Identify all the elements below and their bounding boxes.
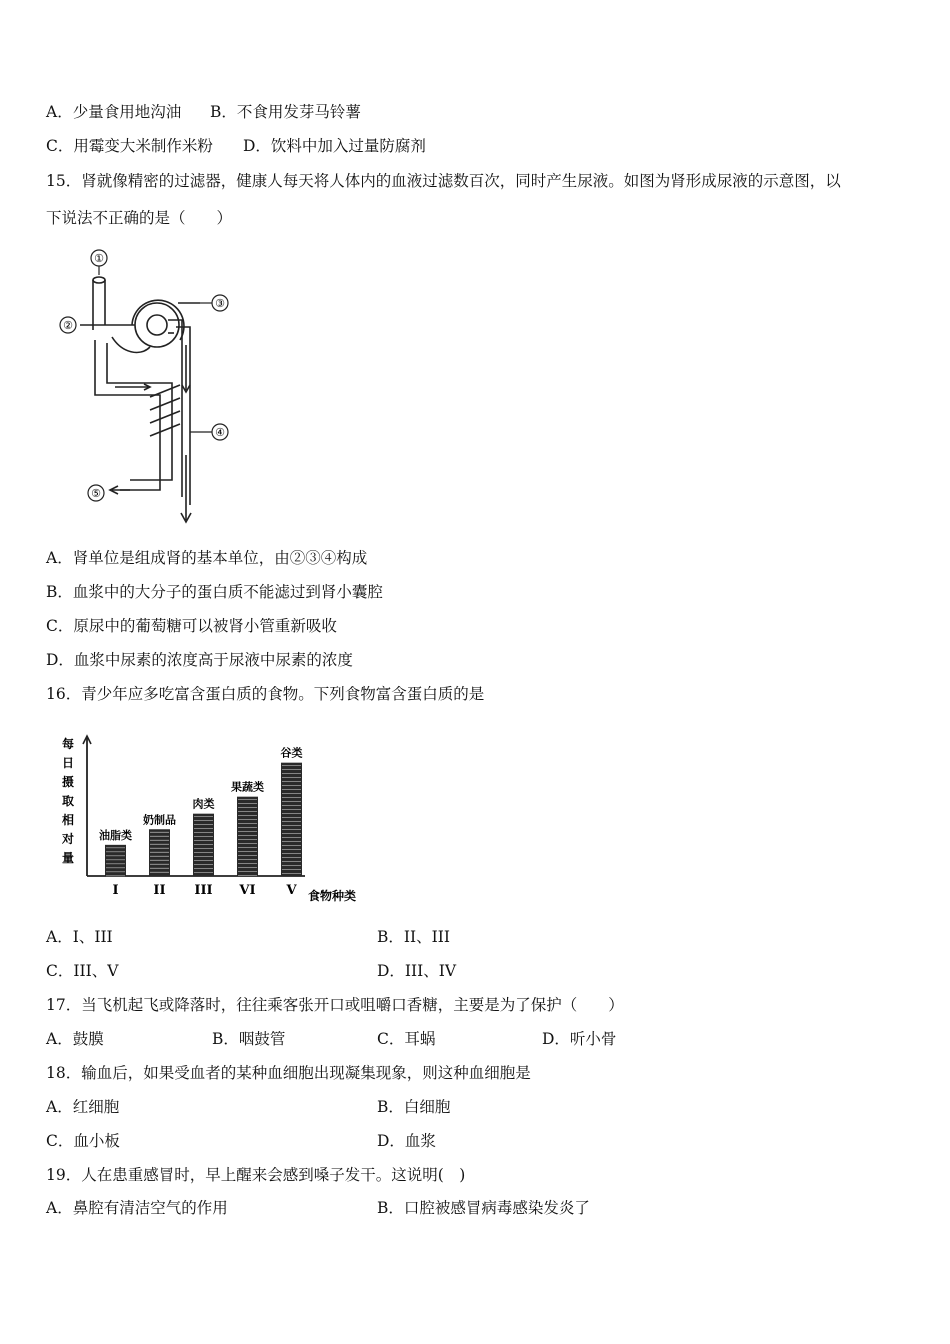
q15-option-b: B．血浆中的大分子的蛋白质不能滤过到肾小囊腔 [46, 583, 383, 601]
chart-bar-label: 肉类 [192, 797, 215, 811]
q17-option-a: A．鼓膜 [46, 1030, 104, 1048]
q19-stem: 19．人在患重感冒时，早上醒来会感到嗓子发干。这说明( ) [46, 1166, 466, 1184]
chart-ylabel-char: 日 [61, 756, 75, 770]
q19-option-a: A．鼻腔有清洁空气的作用 [46, 1199, 228, 1217]
chart-category-label: VI [239, 883, 256, 898]
chart-bar [281, 763, 302, 876]
food-intake-chart [50, 728, 380, 908]
q14-option-c: C．用霉变大米制作米粉 [46, 137, 213, 155]
diagram-label-5: ⑤ [91, 487, 101, 500]
q15-option-a: A．肾单位是组成肾的基本单位，由②③④构成 [46, 549, 368, 567]
chart-bar-label: 奶制品 [143, 813, 176, 827]
q14-option-d: D．饮料中加入过量防腐剂 [243, 137, 426, 155]
q15-option-c: C．原尿中的葡萄糖可以被肾小管重新吸收 [46, 617, 337, 635]
chart-category-label: II [153, 883, 166, 898]
chart-ylabel-char: 摄 [61, 775, 75, 789]
diagram-label-1: ① [94, 252, 104, 265]
chart-ylabel-char: 对 [61, 832, 75, 846]
chart-bar-label: 油脂类 [99, 828, 132, 842]
q15-stem-line1: 15．肾就像精密的过滤器，健康人每天将人体内的血液过滤数百次，同时产生尿液。如图为肾形成尿液的示意图，以 [46, 172, 841, 190]
diagram-label-4: ④ [215, 426, 225, 439]
q15-stem-line2: 下说法不正确的是（ ） [46, 209, 233, 227]
nephron-diagram [50, 245, 250, 530]
q17-option-b: B．咽鼓管 [212, 1030, 286, 1048]
q14-option-a: A．少量食用地沟油 [46, 103, 182, 121]
chart-ylabel-char: 取 [61, 794, 75, 808]
q19-option-b: B．口腔被感冒病毒感染发炎了 [377, 1199, 590, 1217]
chart-ylabel-char: 每 [61, 737, 75, 751]
diagram-label-3: ③ [215, 297, 225, 310]
q16-option-b: B．II、III [377, 928, 451, 946]
chart-bar [105, 845, 126, 876]
q18-option-b: B．白细胞 [377, 1098, 451, 1116]
q16-option-c: C．III、V [46, 962, 119, 980]
q16-option-d: D．III、IV [377, 962, 457, 980]
chart-xlabel: 食物种类 [308, 889, 357, 903]
chart-category-label: III [194, 883, 213, 898]
chart-category-label: V [286, 883, 297, 898]
q15-option-d: D．血浆中尿素的浓度高于尿液中尿素的浓度 [46, 651, 353, 669]
q17-stem: 17．当飞机起飞或降落时，往往乘客张开口或咀嚼口香糖，主要是为了保护（ ） [46, 996, 624, 1014]
q14-option-b: B．不食用发芽马铃薯 [210, 103, 361, 121]
q18-option-c: C．血小板 [46, 1132, 120, 1150]
q16-stem: 16．青少年应多吃富含蛋白质的食物。下列食物富含蛋白质的是 [46, 685, 485, 703]
q18-option-a: A．红细胞 [46, 1098, 120, 1116]
chart-ylabel-char: 相 [61, 813, 75, 827]
diagram-label-2: ② [63, 319, 73, 332]
q18-stem: 18．输血后，如果受血者的某种血细胞出现凝集现象，则这种血细胞是 [46, 1064, 531, 1082]
chart-ylabel-char: 量 [61, 851, 75, 865]
chart-bar [237, 797, 258, 876]
q18-option-d: D．血浆 [377, 1132, 436, 1150]
chart-bar-label: 谷类 [280, 746, 303, 760]
chart-bar-label: 果蔬类 [231, 780, 264, 794]
q17-option-c: C．耳蜗 [377, 1030, 436, 1048]
chart-category-label: I [112, 883, 119, 898]
q17-option-d: D．听小骨 [542, 1030, 617, 1048]
q16-option-a: A．I、III [46, 928, 113, 946]
